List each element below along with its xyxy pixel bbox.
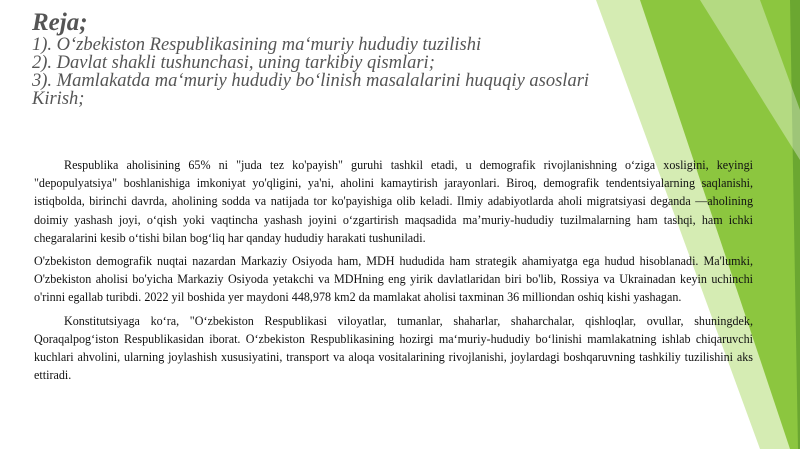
title-block [32, 10, 772, 108]
agenda-item-3: 3). Mamlakatda ma‘muriy hududiy bo‘linish masalalarini huquqiy asoslari [32, 71, 590, 91]
agenda-item-1: 1). O‘zbekiston Respublikasining ma‘muriy hududiy tuzilishi [32, 35, 482, 55]
agenda-item-4: Kirish; [32, 89, 85, 109]
paragraph-demography: Respublika aholisining 65% ni "juda tez ko'payish" guruhi tashkil etadi, u demografik rivojlanishning o‘ziga xosligini, keyingi "depopulyatsiya" boshlanishiga imkoniyat yo'qligini, ya'ni, aholini kamaytirish jarayonlari. Biroq, demografik tendentsiyalarning saqlanishi, istiqbolda, birinchi davrda, aholining sodda va natijada tor ko'payishiga olib keladi. Ilmiy adabiyotlarda aholi migratsiyasi deganda —aholining doimiy yashash joyi, o‘qish yoki vaqtincha yashash joyini o‘zgartirish maqsadida ma’muriy-hududiy tuzilmalarning ham tashqi, ham ichki chegaralarini kesib o‘tishi bilan bog‘liq har qanday hududiy harakati tushuniladi. [34, 158, 753, 245]
paragraph-constitution: Konstitutsiyaga ko‘ra, "O‘zbekiston Respublikasi viloyatlar, tumanlar, shaharlar, shaharchalar, qishloqlar, ovullar, shuningdek, Qoraqalpog‘iston Respublikasidan iborat. O‘zbekiston Respublikasining hozirgi ma‘muriy-hududiy bo‘linishi mamlakatning ishlab chiqaruvchi kuchlari ahvolini, ularning joylashish xususiyatini, transport va aloqa vositalarining rivojlanishi, joylardagi boshqaruvning tashkiliy tuzilishini aks ettiradi. [34, 313, 753, 383]
body-text [34, 156, 753, 384]
slide-title: Reja; [32, 9, 88, 36]
paragraph-strategic-region: O'zbekiston demografik nuqtai nazardan Markaziy Osiyoda ham, MDH hududida ham strategik ahamiyatga ega hudud hisoblanadi. Ma'lumki, O'zbekiston aholisi bo'yicha Markaziy Osiyoda yetakchi va MDHning eng yirik davlatlaridan biri bo'lib, Rossiya va Ukrainadan keyin uchinchi o'rinni egallab turibdi. 2022 yil boshida yer maydoni 448,978 km2 da mamlakat aholisi taxminan 36 milliondan oshiq kishi yashagan. [34, 254, 753, 305]
agenda-item-2: 2). Davlat shakli tushunchasi, uning tarkibiy qismlari; [32, 53, 435, 73]
